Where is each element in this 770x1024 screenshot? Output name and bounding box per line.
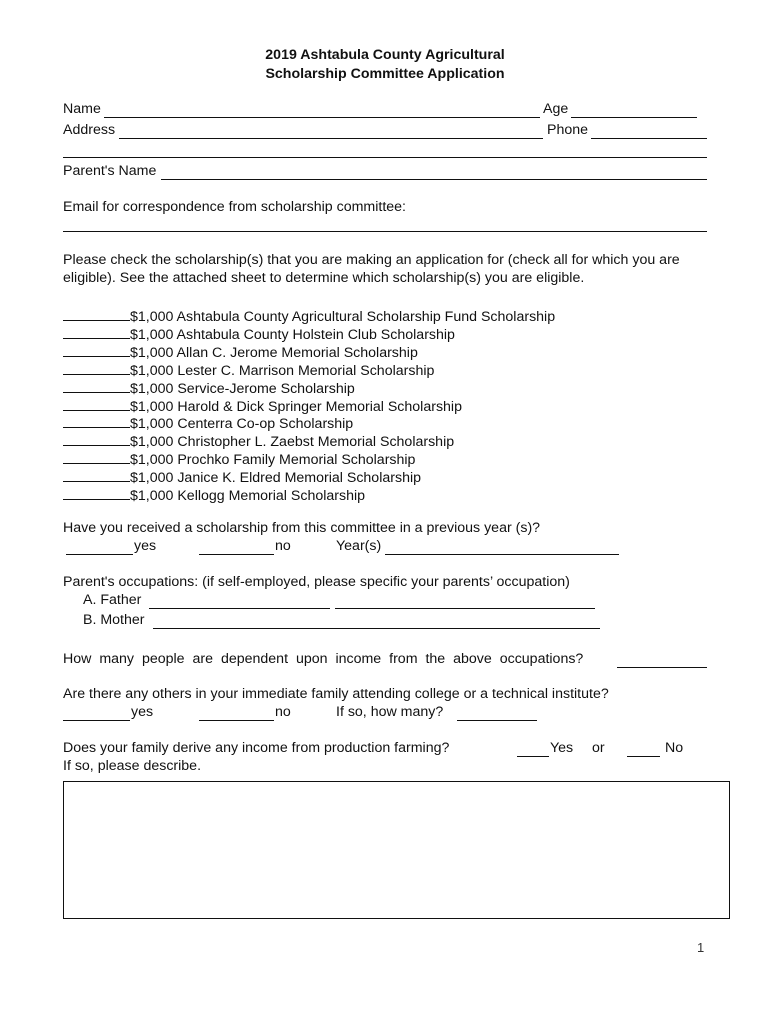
- scholarship-label: $1,000 Service-Jerome Scholarship: [130, 381, 355, 397]
- scholarship-label: $1,000 Lester C. Marrison Memorial Scholarship: [130, 363, 435, 379]
- email-label: Email for correspondence from scholarship committee:: [63, 199, 407, 215]
- scholarship-label: $1,000 Harold & Dick Springer Memorial Scholarship: [130, 399, 462, 415]
- father-occupation-field-2[interactable]: [335, 592, 595, 609]
- phone-field[interactable]: [591, 122, 707, 139]
- name-label: Name: [63, 101, 101, 117]
- scholarship-label: $1,000 Centerra Co-op Scholarship: [130, 416, 354, 432]
- scholarship-label: $1,000 Kellogg Memorial Scholarship: [130, 488, 366, 504]
- instructions-line-1: Please check the scholarship(s) that you are making an application for (check all for which you are: [63, 252, 680, 268]
- farming-no-label: No: [665, 740, 684, 756]
- dependents-field[interactable]: [617, 651, 707, 668]
- previous-years-label: Year(s): [336, 538, 382, 554]
- scholarship-check-blank[interactable]: [63, 485, 130, 500]
- previous-yes-label: yes: [134, 538, 157, 554]
- college-yes-blank[interactable]: [63, 704, 130, 721]
- scholarship-item: [63, 378, 355, 396]
- scholarship-check-blank[interactable]: [63, 360, 130, 375]
- previous-years-field[interactable]: [385, 538, 619, 555]
- scholarship-check-blank[interactable]: [63, 431, 130, 446]
- farming-describe-label: If so, please describe.: [63, 758, 202, 774]
- parents-name-label: Parent's Name: [63, 163, 157, 179]
- farming-no-blank[interactable]: [627, 740, 660, 757]
- parents-name-field[interactable]: [161, 163, 707, 180]
- scholarship-item: [63, 342, 418, 360]
- college-question: Are there any others in your immediate family attending college or a technical institute?: [63, 686, 609, 702]
- scholarship-check-blank[interactable]: [63, 306, 130, 321]
- scholarship-item: [63, 324, 455, 342]
- scholarship-item: [63, 485, 365, 503]
- father-label: A. Father: [83, 592, 142, 608]
- farming-or-label: or: [592, 740, 605, 756]
- scholarship-check-blank[interactable]: [63, 467, 130, 482]
- college-no-label: no: [275, 704, 291, 720]
- phone-label: Phone: [547, 122, 589, 138]
- address-field[interactable]: [119, 122, 543, 139]
- scholarship-label: $1,000 Prochko Family Memorial Scholarship: [130, 452, 416, 468]
- page-number: 1: [697, 940, 705, 955]
- address-label: Address: [63, 122, 116, 138]
- instructions-line-2: eligible). See the attached sheet to determine which scholarship(s) you are eligible.: [63, 270, 585, 286]
- email-field[interactable]: [63, 231, 707, 232]
- age-label: Age: [543, 101, 569, 117]
- address-line-2[interactable]: [63, 157, 707, 158]
- father-occupation-field[interactable]: [149, 592, 330, 609]
- scholarship-item: [63, 449, 415, 467]
- farming-yes-blank[interactable]: [517, 740, 549, 757]
- college-how-many-field[interactable]: [457, 704, 537, 721]
- previous-no-blank[interactable]: [199, 538, 274, 555]
- scholarship-check-blank[interactable]: [63, 324, 130, 339]
- scholarship-label: $1,000 Ashtabula County Holstein Club Scholarship: [130, 327, 455, 343]
- mother-label: B. Mother: [83, 612, 145, 628]
- scholarship-label: $1,000 Allan C. Jerome Memorial Scholarship: [130, 345, 418, 361]
- scholarship-check-blank[interactable]: [63, 342, 130, 357]
- previous-yes-blank[interactable]: [66, 538, 133, 555]
- scholarship-check-blank[interactable]: [63, 413, 130, 428]
- scholarship-item: [63, 467, 421, 485]
- scholarship-item: [63, 413, 353, 431]
- farming-description-box[interactable]: [63, 781, 730, 919]
- college-how-many-label: If so, how many?: [336, 704, 444, 720]
- scholarship-item: [63, 360, 434, 378]
- age-field[interactable]: [571, 101, 697, 118]
- scholarship-item: [63, 431, 454, 449]
- scholarship-label: $1,000 Christopher L. Zaebst Memorial Scholarship: [130, 434, 455, 450]
- name-field[interactable]: [104, 101, 540, 118]
- previous-no-label: no: [275, 538, 291, 554]
- form-title-line-2: Scholarship Committee Application: [265, 66, 505, 82]
- scholarship-check-blank[interactable]: [63, 396, 130, 411]
- occupations-question: Parent's occupations: (if self-employed, please specific your parents’ occupation): [63, 574, 570, 590]
- college-no-blank[interactable]: [199, 704, 274, 721]
- scholarship-label: $1,000 Janice K. Eldred Memorial Scholarship: [130, 470, 421, 486]
- farming-yes-label: Yes: [550, 740, 574, 756]
- scholarship-item: [63, 396, 462, 414]
- scholarship-check-blank[interactable]: [63, 378, 130, 393]
- form-title-line-1: 2019 Ashtabula County Agricultural: [265, 47, 505, 63]
- college-yes-label: yes: [131, 704, 154, 720]
- previous-scholarship-question: Have you received a scholarship from this committee in a previous year (s)?: [63, 520, 541, 536]
- farming-question: Does your family derive any income from production farming?: [63, 740, 450, 756]
- scholarship-item: [63, 306, 555, 324]
- dependents-question: How many people are dependent upon income from the above occupations?: [63, 651, 584, 667]
- scholarship-check-blank[interactable]: [63, 449, 130, 464]
- scholarship-label: $1,000 Ashtabula County Agricultural Scholarship Fund Scholarship: [130, 309, 556, 325]
- mother-occupation-field[interactable]: [153, 612, 600, 629]
